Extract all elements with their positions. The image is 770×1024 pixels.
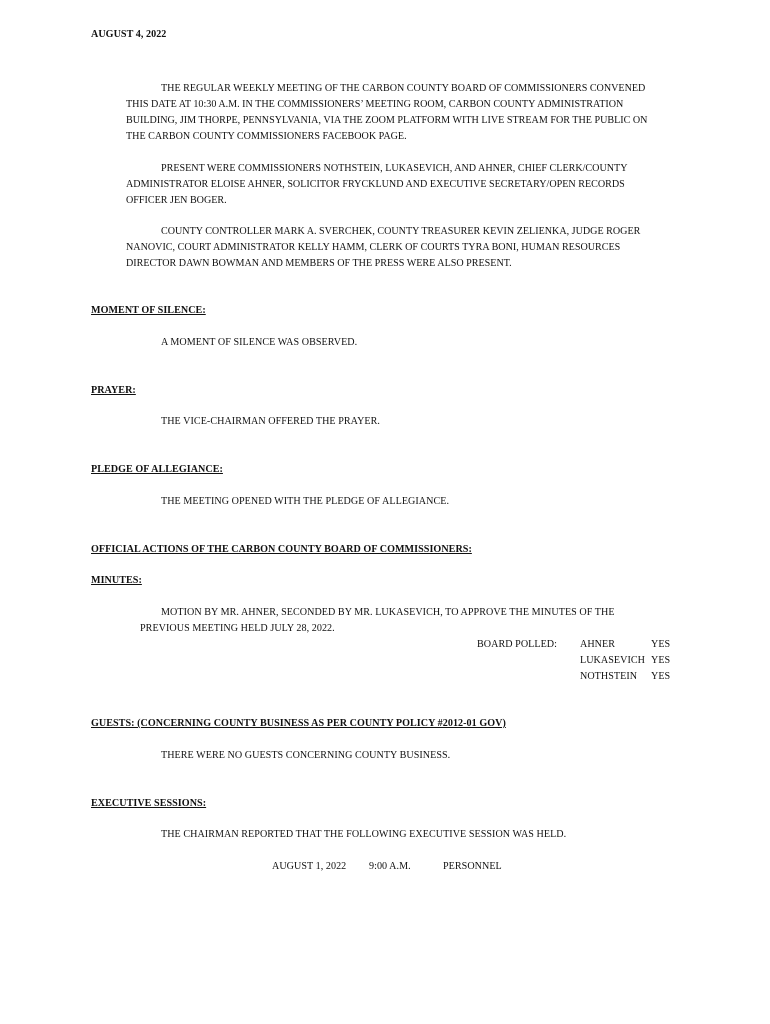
prayer-heading: PRAYER: (91, 385, 136, 396)
board-polled-label: BOARD POLLED: (477, 639, 558, 650)
vote-value: YES (651, 655, 671, 666)
paragraph-line: NANOVIC, COURT ADMINISTRATOR KELLY HAMM, CLERK OF COURTS TYRA BONI, HUMAN RESOURCES (126, 242, 621, 253)
paragraph-line: BUILDING, JIM THORPE, PENNSYLVANIA, VIA THE ZOOM PLATFORM WITH LIVE STREAM FOR THE PUBLIC ON (126, 115, 648, 126)
document-date: AUGUST 4, 2022 (91, 29, 167, 40)
paragraph-line: DIRECTOR DAWN BOWMAN AND MEMBERS OF THE PRESS WERE ALSO PRESENT. (126, 258, 512, 269)
paragraph-line: PRESENT WERE COMMISSIONERS NOTHSTEIN, LUKASEVICH, AND AHNER, CHIEF CLERK/COUNTY (161, 163, 628, 174)
session-topic: PERSONNEL (443, 861, 502, 872)
minutes-motion-line-1: MOTION BY MR. AHNER, SECONDED BY MR. LUKASEVICH, TO APPROVE THE MINUTES OF THE (161, 607, 615, 618)
intro-paragraph-3 (126, 224, 640, 272)
executive-sessions-text: THE CHAIRMAN REPORTED THAT THE FOLLOWING EXECUTIVE SESSION WAS HELD. (161, 829, 567, 840)
pledge-text: THE MEETING OPENED WITH THE PLEDGE OF ALLEGIANCE. (161, 496, 450, 507)
paragraph-line: ADMINISTRATOR ELOISE AHNER, SOLICITOR FRYCKLUND AND EXECUTIVE SECRETARY/OPEN RECORDS (126, 179, 625, 190)
vote-value: YES (651, 639, 671, 650)
executive-sessions-heading: EXECUTIVE SESSIONS: (91, 798, 207, 809)
guests-heading: GUESTS: (CONCERNING COUNTY BUSINESS AS PER COUNTY POLICY #2012-01 GOV) (91, 718, 506, 729)
paragraph-line: THIS DATE AT 10:30 A.M. IN THE COMMISSIONERS’ MEETING ROOM, CARBON COUNTY ADMINISTRATION (126, 99, 624, 110)
minutes-heading: MINUTES: (91, 575, 142, 586)
minutes-motion-line-2: PREVIOUS MEETING HELD JULY 28, 2022. (140, 623, 335, 634)
paragraph-line: THE CARBON COUNTY COMMISSIONERS FACEBOOK PAGE. (126, 131, 407, 142)
session-time: 9:00 A.M. (369, 861, 411, 872)
paragraph-line: THE REGULAR WEEKLY MEETING OF THE CARBON COUNTY BOARD OF COMMISSIONERS CONVENED (161, 83, 646, 94)
prayer-text: THE VICE-CHAIRMAN OFFERED THE PRAYER. (161, 416, 380, 427)
vote-value: YES (651, 671, 671, 682)
intro-paragraph-1 (126, 81, 647, 145)
guests-text: THERE WERE NO GUESTS CONCERNING COUNTY BUSINESS. (161, 750, 451, 761)
vote-name: AHNER (580, 639, 616, 650)
paragraph-line: OFFICER JEN BOGER. (126, 195, 227, 206)
paragraph-line: COUNTY CONTROLLER MARK A. SVERCHEK, COUNTY TREASURER KEVIN ZELIENKA, JUDGE ROGER (161, 226, 641, 237)
session-date: AUGUST 1, 2022 (272, 861, 347, 872)
intro-paragraph-2 (126, 161, 628, 209)
official-actions-heading: OFFICIAL ACTIONS OF THE CARBON COUNTY BOARD OF COMMISSIONERS: (91, 544, 472, 555)
pledge-heading: PLEDGE OF ALLEGIANCE: (91, 464, 223, 475)
moment-of-silence-heading: MOMENT OF SILENCE: (91, 305, 206, 316)
moment-of-silence-text: A MOMENT OF SILENCE WAS OBSERVED. (161, 337, 358, 348)
vote-name: NOTHSTEIN (580, 671, 638, 682)
vote-name: LUKASEVICH (580, 655, 645, 666)
